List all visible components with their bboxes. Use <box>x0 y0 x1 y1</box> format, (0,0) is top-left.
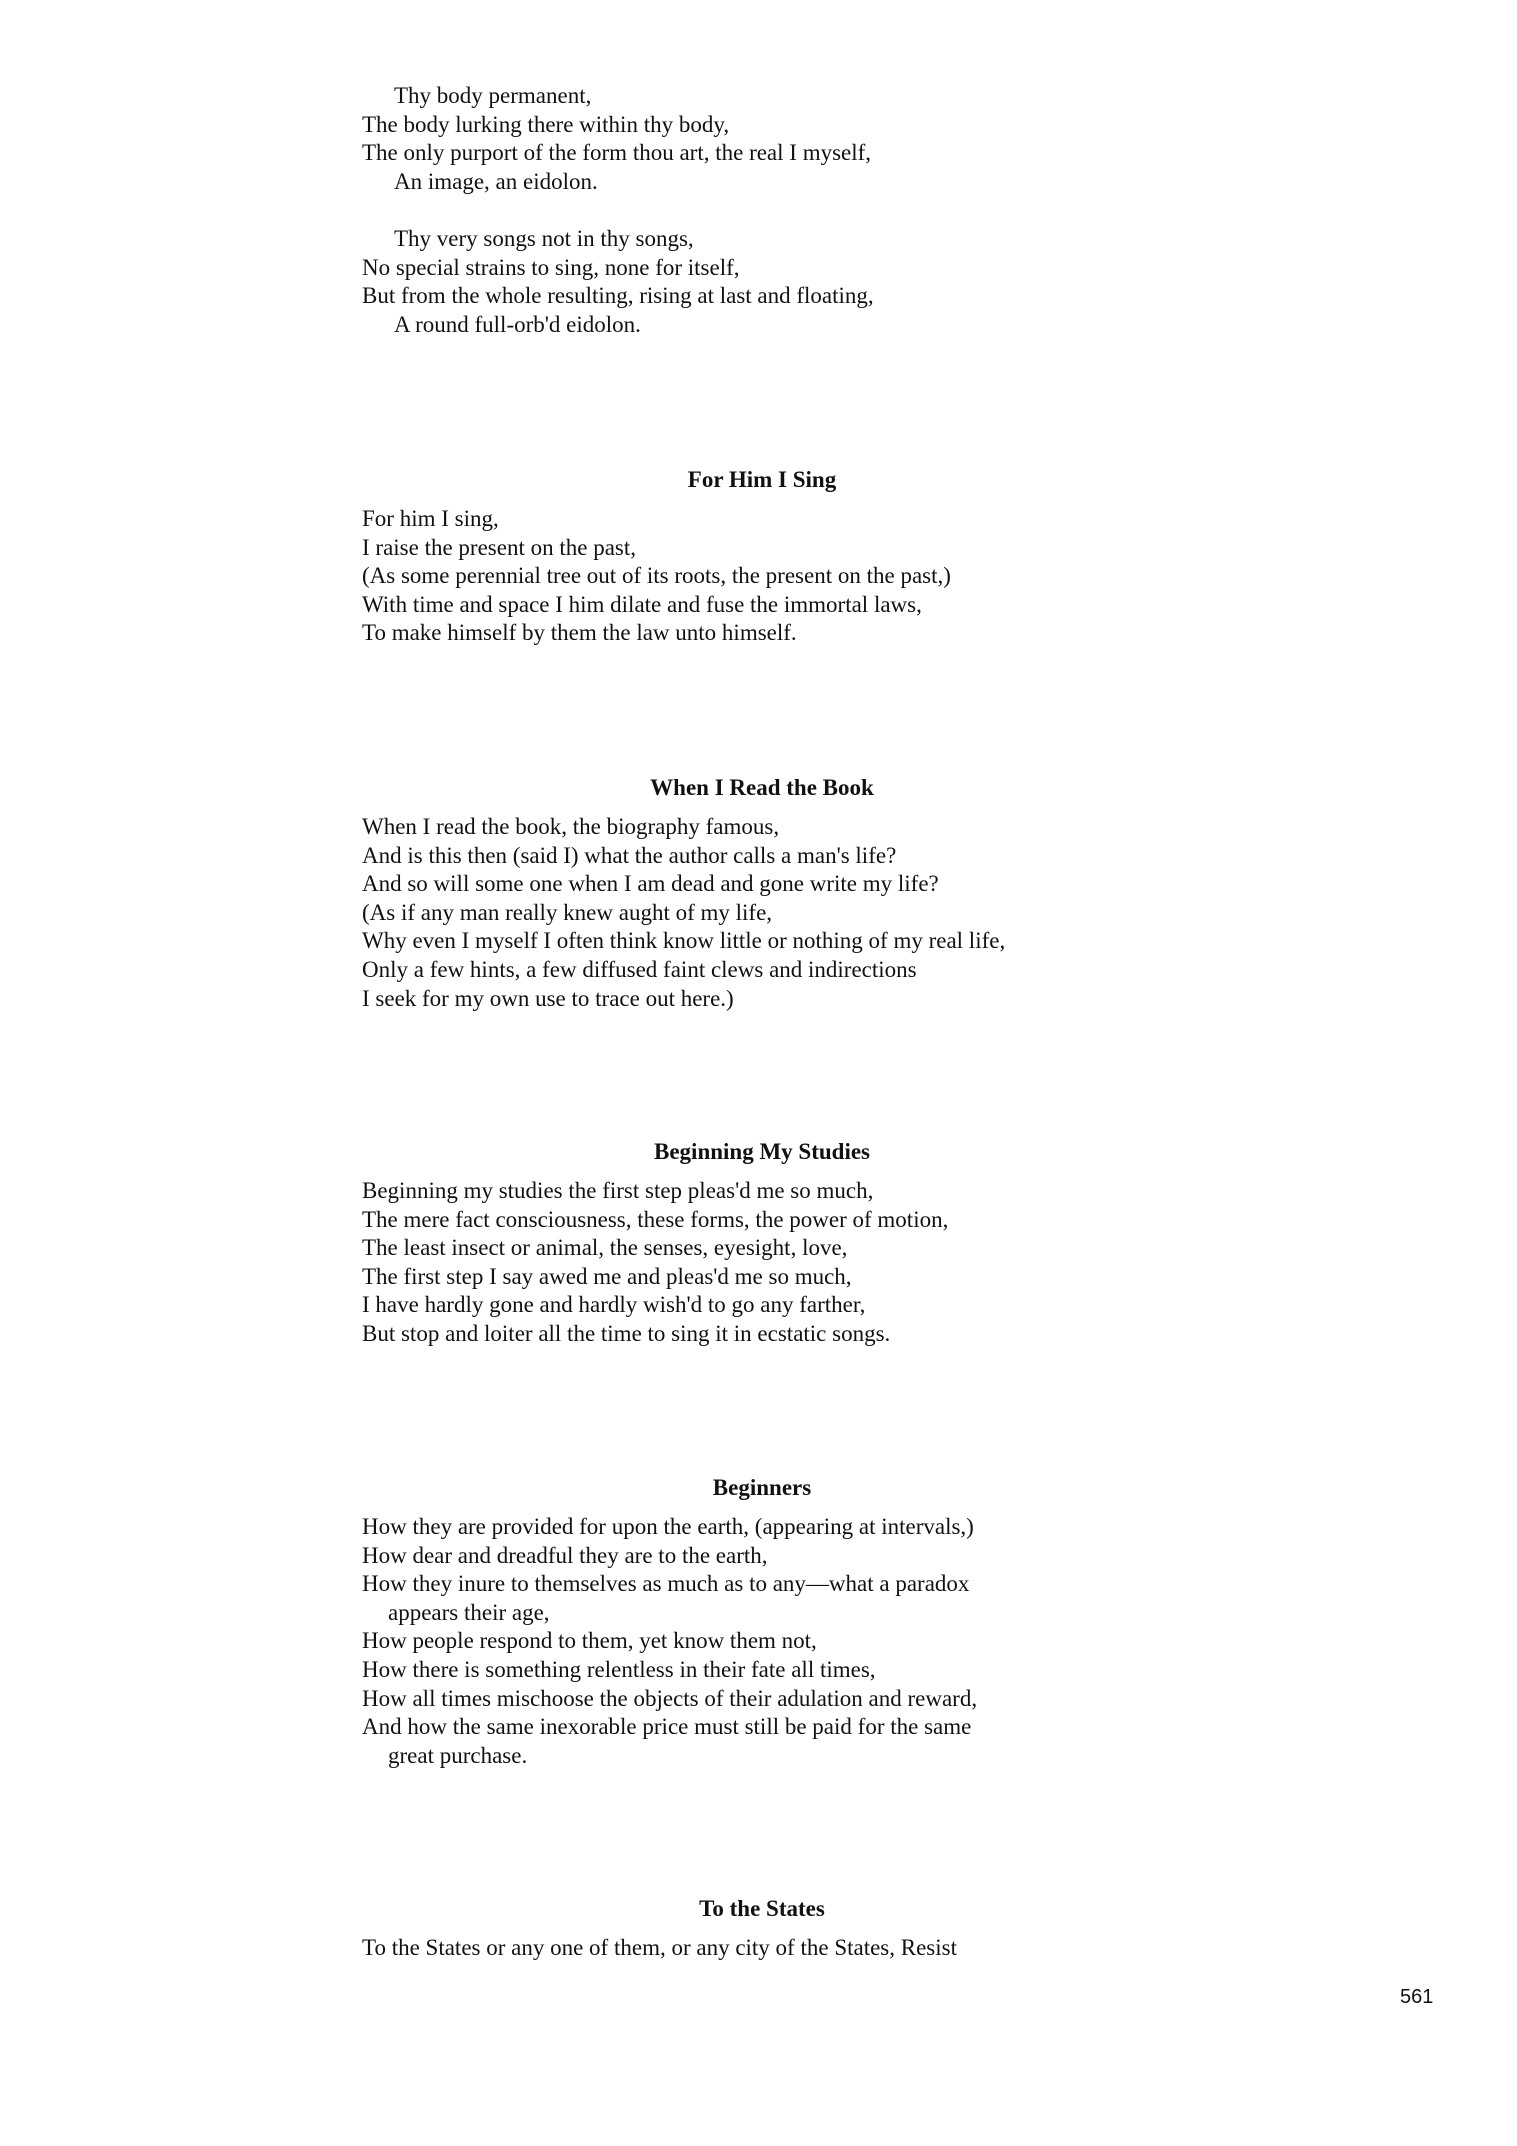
page-number: 561 <box>1400 1986 1434 2008</box>
verse-line: But from the whole resulting, rising at last and floating, <box>362 283 874 309</box>
eidolons-stanza-1 <box>362 82 1122 196</box>
verse-line: The only purport of the form thou art, the real I myself, <box>362 140 872 166</box>
verse-line: The first step I say awed me and pleas'd me so much, <box>362 1263 852 1289</box>
verse-line: How dear and dreadful they are to the earth, <box>362 1542 768 1568</box>
poem-title-to-the-states: To the States <box>699 1896 825 1921</box>
verse-line-continuation: great purchase. <box>388 1742 528 1768</box>
poem-title-when-i-read-the-book: When I Read the Book <box>650 775 874 800</box>
verse-line: The mere fact consciousness, these forms, the power of motion, <box>362 1206 949 1232</box>
verse-line: The least insect or animal, the senses, eyesight, love, <box>362 1235 848 1261</box>
verse-line: I raise the present on the past, <box>362 534 636 560</box>
verse-line: Only a few hints, a few diffused faint clews and indirections <box>362 956 917 982</box>
verse-line: And how the same inexorable price must still be paid for the same <box>362 1714 972 1740</box>
verse-line: And so will some one when I am dead and gone write my life? <box>362 871 939 897</box>
verse-line: To the States or any one of them, or any city of the States, Resist <box>362 1935 957 1960</box>
verse-line: A round full-orb'd eidolon. <box>394 311 641 337</box>
verse-line: Thy very songs not in thy songs, <box>394 226 694 251</box>
poem-beginning-my-studies <box>362 1177 1122 1349</box>
poem-when-i-read-the-book <box>362 813 1122 1013</box>
poem-title-beginners: Beginners <box>712 1475 812 1500</box>
verse-line: And is this then (said I) what the author calls a man's life? <box>362 842 897 868</box>
verse-line-continuation: appears their age, <box>388 1599 550 1625</box>
verse-line: (As if any man really knew aught of my life, <box>362 899 773 925</box>
verse-line: When I read the book, the biography famous, <box>362 814 780 839</box>
verse-line: For him I sing, <box>362 506 499 531</box>
verse-line: How they inure to themselves as much as to any—what a paradox <box>362 1571 970 1597</box>
verse-line: But stop and loiter all the time to sing it in ecstatic songs. <box>362 1320 891 1346</box>
verse-line: Thy body permanent, <box>394 83 592 108</box>
verse-line: An image, an eidolon. <box>394 168 598 194</box>
verse-line: The body lurking there within thy body, <box>362 111 730 137</box>
verse-line: Why even I myself I often think know little or nothing of my real life, <box>362 928 1006 954</box>
poem-for-him-i-sing <box>362 505 1122 648</box>
poem-title-beginning-my-studies: Beginning My Studies <box>654 1139 870 1164</box>
verse-line: (As some perennial tree out of its roots, the present on the past,) <box>362 563 951 589</box>
verse-line: I have hardly gone and hardly wish'd to go any farther, <box>362 1292 866 1318</box>
verse-line: How they are provided for upon the earth, (appearing at intervals,) <box>362 1514 974 1539</box>
verse-line: Beginning my studies the first step pleas'd me so much, <box>362 1178 874 1203</box>
verse-line: I seek for my own use to trace out here.) <box>362 985 734 1011</box>
verse-line: How all times mischoose the objects of their adulation and reward, <box>362 1685 978 1711</box>
poem-title-for-him-i-sing: For Him I Sing <box>687 467 837 492</box>
poem-beginners <box>362 1513 1122 1770</box>
verse-line: To make himself by them the law unto himself. <box>362 620 797 646</box>
verse-line: With time and space I him dilate and fuse the immortal laws, <box>362 591 922 617</box>
verse-line: How there is something relentless in their fate all times, <box>362 1656 876 1682</box>
verse-line: No special strains to sing, none for itself, <box>362 254 740 280</box>
eidolons-stanza-2 <box>362 225 1122 339</box>
verse-line: How people respond to them, yet know them not, <box>362 1628 817 1654</box>
poem-to-the-states <box>362 1934 1122 1963</box>
